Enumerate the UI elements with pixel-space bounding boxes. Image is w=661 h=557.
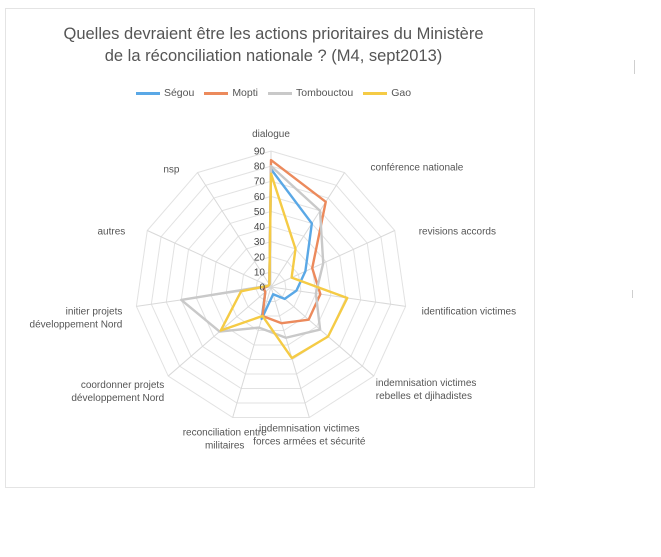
tick-label: 60 (253, 191, 265, 203)
tick-label: 80 (253, 161, 265, 173)
axis-label-line: nsp (163, 164, 180, 176)
chart-title-line-2: de la réconciliation nationale ? (M4, sept2013) (104, 47, 443, 65)
axis-label (30, 306, 123, 330)
scan-mark (632, 290, 633, 298)
axis-label-line: forces armées et sécurité (253, 436, 366, 448)
axis-label-line: revisions accords (418, 226, 496, 238)
tick-label: 70 (253, 176, 265, 188)
radar-chart (6, 9, 541, 487)
tick-label: 20 (253, 252, 265, 264)
tick-label: 40 (253, 222, 265, 234)
axis-label-line: développement Nord (29, 319, 123, 331)
axis-spoke (271, 287, 374, 376)
tick-label: 0 (259, 282, 265, 294)
axis-label (419, 227, 496, 238)
axis-label (163, 165, 180, 176)
scan-mark (634, 60, 635, 74)
tick-label: 30 (253, 237, 265, 249)
axis-label-line: coordonner projets (80, 380, 165, 392)
axis-label-line: identification victimes (421, 306, 517, 318)
axis-label-line: rebelles et djihadistes (375, 391, 472, 403)
axis-label (71, 380, 164, 404)
axis-label (252, 129, 290, 140)
axis-spoke (271, 287, 406, 306)
axis-label-line: initier projets (65, 306, 123, 318)
axis-label (422, 306, 516, 317)
legend-label-segou: Ségou (163, 87, 195, 99)
axis-label (376, 378, 477, 402)
axis-label (97, 227, 125, 238)
axis-label-line: dialogue (252, 129, 290, 140)
axis-label-line: développement Nord (71, 393, 165, 405)
axis-label-line: reconciliation entre (182, 427, 267, 439)
tick-label: 50 (253, 206, 265, 218)
tick-label: 90 (253, 146, 265, 158)
legend-label-tombouctou: Tombouctou (296, 87, 354, 99)
axis-label (371, 163, 464, 174)
chart-title-line-1: Quelles devraient être les actions prioritaires du Ministère (63, 25, 484, 43)
axis-label-line: militaires (204, 440, 245, 452)
legend-label-gao: Gao (391, 87, 412, 99)
axis-label-line: indemnisation victimes (259, 423, 360, 435)
tick-label: 10 (253, 267, 265, 279)
legend-label-mopti: Mopti (232, 87, 258, 99)
axis-label-line: autres (97, 226, 126, 238)
axis-label-line: indemnisation victimes (375, 378, 477, 390)
chart-frame (5, 8, 535, 488)
axis-label-line: conférence nationale (370, 162, 464, 174)
axis-label (253, 423, 366, 447)
